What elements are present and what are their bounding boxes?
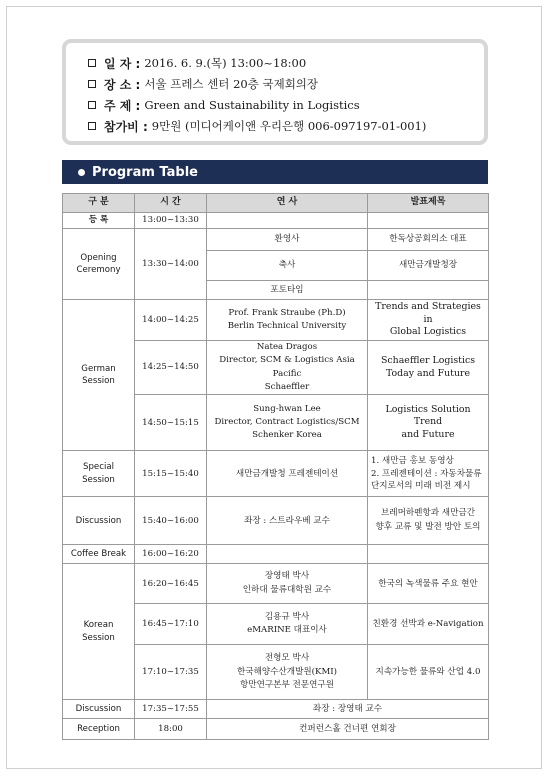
speaker-cell: 김용규 박사 eMARINE 대표이사 (207, 604, 368, 645)
checkbox-icon (88, 80, 96, 88)
program-table (62, 193, 489, 740)
session-cell: Discussion (63, 700, 135, 719)
topic-label: 주 제 : (104, 98, 141, 113)
title-cell: 한국의 녹색물류 주요 현안 (368, 564, 489, 604)
checkbox-icon (88, 122, 96, 130)
bullet-icon (78, 169, 85, 176)
speaker-cell: 좌장 : 장영태 교수 (207, 700, 489, 719)
speaker-cell: 전형모 박사 한국해양수산개발원(KMI) 항만연구본부 전문연구원 (207, 645, 368, 700)
title-cell: 새만금개발청장 (368, 251, 489, 281)
col-header-title: 발표제목 (368, 194, 489, 213)
speaker-cell: Sung-hwan Lee Director, Contract Logistics/SCM Schenker Korea (207, 395, 368, 451)
table-row (63, 719, 489, 740)
checkbox-icon (88, 101, 96, 109)
session-cell: Special Session (63, 451, 135, 497)
title-cell: Schaeffler Logistics Today and Future (368, 341, 489, 395)
fee-value: 9만원 (미디어케이앤 우리은행 006-097197-01-001) (151, 119, 427, 133)
time-cell: 17:10~17:35 (135, 645, 207, 700)
date-value: 2016. 6. 9.(목) 13:00~18:00 (144, 56, 307, 70)
table-row (63, 497, 489, 545)
table-header-row (63, 194, 489, 213)
table-row (63, 564, 489, 604)
speaker-cell: Prof. Frank Straube (Ph.D) Berlin Technical University (207, 300, 368, 341)
event-info-box (62, 39, 488, 145)
title-cell: Logistics Solution Trend and Future (368, 395, 489, 451)
time-cell: 17:35~17:55 (135, 700, 207, 719)
time-cell: 16:45~17:10 (135, 604, 207, 645)
time-cell: 14:50~15:15 (135, 395, 207, 451)
topic-value: Green and Sustainability in Logistics (144, 98, 360, 112)
info-venue (88, 74, 318, 94)
title-cell: Trends and Strategies in Global Logistics (368, 300, 489, 341)
program-table-header-bar (62, 160, 488, 184)
title-cell (368, 281, 489, 300)
title-cell: 한독상공회의소 대표 (368, 229, 489, 251)
fee-label: 참가비 : (104, 119, 148, 134)
speaker-cell: Natea Dragos Director, SCM & Logistics Asia Pacific Schaeffler (207, 341, 368, 395)
title-cell (368, 213, 489, 229)
time-cell: 13:30~14:00 (135, 229, 207, 300)
speaker-cell (207, 545, 368, 564)
col-header-speaker: 연 사 (207, 194, 368, 213)
time-cell: 14:00~14:25 (135, 300, 207, 341)
info-fee (88, 116, 426, 136)
time-cell: 18:00 (135, 719, 207, 740)
title-cell: 브레머하펜항과 새만금간 향후 교류 및 발전 방안 토의 (368, 497, 489, 545)
session-cell: Coffee Break (63, 545, 135, 564)
session-cell: Opening Ceremony (63, 229, 135, 300)
date-label: 일 자 : (104, 56, 141, 71)
venue-label: 장 소 : (104, 77, 141, 92)
speaker-cell: 좌장 : 스트라우베 교수 (207, 497, 368, 545)
info-date (88, 53, 306, 73)
speaker-cell: 포토타임 (207, 281, 368, 300)
table-row (63, 229, 489, 251)
title-cell: 1. 새만금 홍보 동영상 2. 프레젠테이션 : 자동차물류 단지로서의 미래 비전 제시 (368, 451, 489, 497)
time-cell: 15:15~15:40 (135, 451, 207, 497)
table-row (63, 700, 489, 719)
speaker-cell: 환영사 (207, 229, 368, 251)
table-row (63, 213, 489, 229)
venue-value: 서울 프레스 센터 20층 국제회의장 (144, 77, 319, 91)
table-row (63, 545, 489, 564)
speaker-cell: 새만금개발청 프레젠테이션 (207, 451, 368, 497)
session-cell: Korean Session (63, 564, 135, 700)
title-cell (368, 545, 489, 564)
time-cell: 15:40~16:00 (135, 497, 207, 545)
time-cell: 16:20~16:45 (135, 564, 207, 604)
col-header-time: 시 간 (135, 194, 207, 213)
checkbox-icon (88, 59, 96, 67)
info-topic (88, 95, 360, 115)
time-cell: 14:25~14:50 (135, 341, 207, 395)
session-cell: Discussion (63, 497, 135, 545)
speaker-cell: 축사 (207, 251, 368, 281)
session-cell: German Session (63, 300, 135, 451)
time-cell: 16:00~16:20 (135, 545, 207, 564)
speaker-cell: 장영태 박사 인하대 물류대학원 교수 (207, 564, 368, 604)
section-title: Program Table (92, 164, 198, 180)
title-cell: 친환경 선박과 e-Navigation (368, 604, 489, 645)
time-cell: 13:00~13:30 (135, 213, 207, 229)
title-cell: 지속가능한 물류와 산업 4.0 (368, 645, 489, 700)
col-header-session: 구 분 (63, 194, 135, 213)
session-cell: Reception (63, 719, 135, 740)
session-cell: 등 록 (63, 213, 135, 229)
table-row (63, 451, 489, 497)
speaker-cell: 컨퍼런스홀 건너편 연회장 (207, 719, 489, 740)
table-row (63, 300, 489, 341)
speaker-cell (207, 213, 368, 229)
